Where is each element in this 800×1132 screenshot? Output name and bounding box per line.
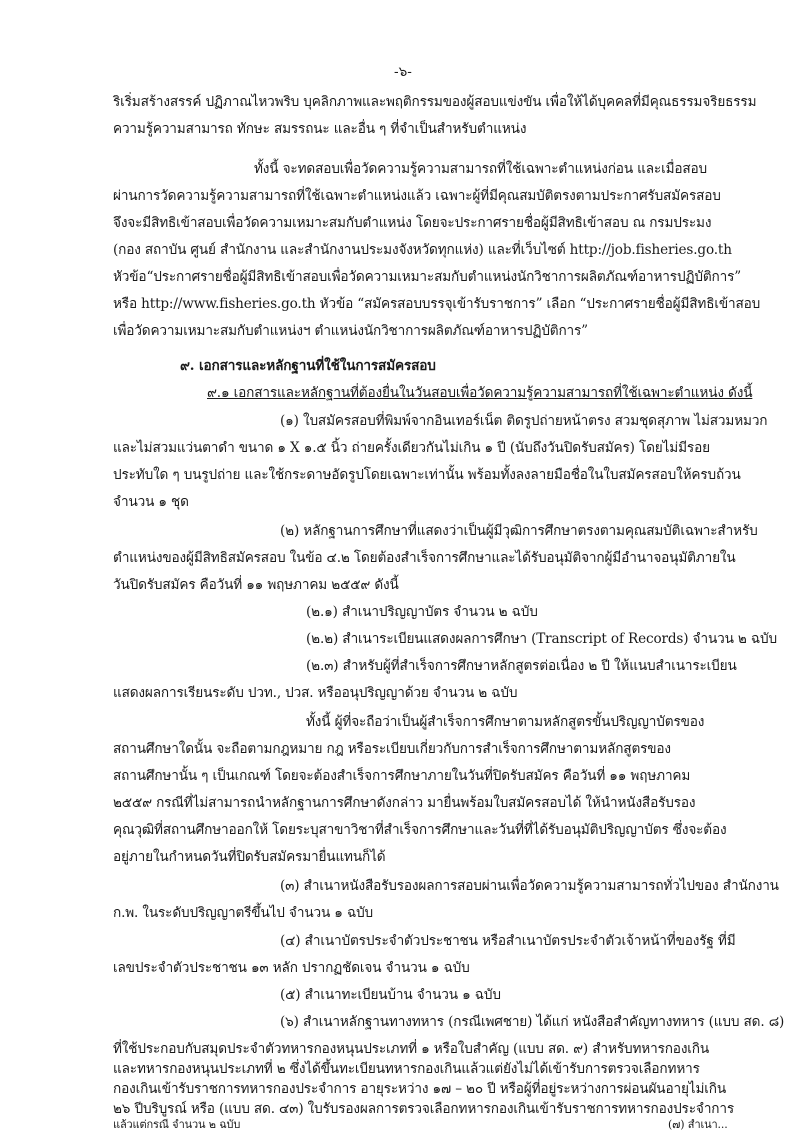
text-line: สถานศึกษานั้น ๆ เป็นเกณฑ์ โดยจะต้องสำเร็จการศึกษาภายในวันที่ปิดรับสมัคร คือวันที่ ๑๑ พฤษภาคม — [113, 768, 691, 784]
text-line: (๒) หลักฐานการศึกษาที่แสดงว่าเป็นผู้มีวุฒิการศึกษาตรงตามคุณสมบัติเฉพาะสำหรับ — [280, 523, 758, 539]
text-line: ความรู้ความสามารถ ทักษะ สมรรถนะ และอื่น ๆ ที่จำเป็นสำหรับตำแหน่ง — [113, 121, 527, 137]
text-line: เลขประจำตัวประชาชน ๑๓ หลัก ปรากฏชัดเจน จำนวน ๑ ฉบับ — [113, 960, 470, 976]
text-line: (๒.๑) สำเนาปริญญาบัตร จำนวน ๒ ฉบับ — [306, 604, 538, 620]
text-line: ผ่านการวัดความรู้ความสามารถที่ใช้เฉพาะตำแหน่งแล้ว เฉพาะผู้ที่มีคุณสมบัติตรงตามประกาศรับสมัครสอบ — [113, 188, 721, 204]
text-line: สถานศึกษาใดนั้น จะถือตามกฎหมาย กฎ หรือระเบียบเกี่ยวกับการสำเร็จการศึกษาตามหลักสูตรของ — [113, 741, 671, 757]
text-line: ๒๕๕๙ กรณีที่ไม่สามารถนำหลักฐานการศึกษาดังกล่าว มายื่นพร้อมใบสมัครสอบได้ ให้นำหนังสือรับรอง — [113, 795, 696, 811]
text-line: ทั้งนี้ จะทดสอบเพื่อวัดความรู้ความสามารถที่ใช้เฉพาะตำแหน่งก่อน และเมื่อสอบ — [254, 161, 708, 177]
text-line: (๒.๒) สำเนาระเบียนแสดงผลการศึกษา (Transcript of Records) จำนวน ๒ ฉบับ — [306, 631, 777, 647]
text-line: (๔) สำเนาบัตรประจำตัวประชาชน หรือสำเนาบัตรประจำตัวเจ้าหน้าที่ของรัฐ ที่มี — [280, 933, 736, 949]
page-number: -๖- — [394, 64, 412, 80]
text-line: จึงจะมีสิทธิเข้าสอบเพื่อวัดความเหมาะสมกับตำแหน่ง โดยจะประกาศรายชื่อผู้มีสิทธิเข้าสอบ ณ กรมประมง — [113, 215, 712, 231]
section-heading: ๙. เอกสารและหลักฐานที่ใช้ในการสมัครสอบ — [180, 358, 436, 374]
text-line: ๒๖ ปีบริบูรณ์ หรือ (แบบ สด. ๔๓) ใบรับรองผลการตรวจเลือกทหารกองเกินเข้ารับราชการทหารกองประจำการ — [113, 1101, 735, 1117]
text-line: และทหารกองหนุนประเภทที่ ๒ ซึ่งได้ขึ้นทะเบียนทหารกองเกินแล้วแต่ยังไม่ได้เข้ารับการตรวจเลือกทหาร — [113, 1061, 700, 1077]
text-line: (๕) สำเนาทะเบียนบ้าน จำนวน ๑ ฉบับ — [280, 987, 501, 1003]
subsection-heading: ๙.๑ เอกสารและหลักฐานที่ต้องยื่นในวันสอบเพื่อวัดความรู้ความสามารถที่ใช้เฉพาะตำแหน่ง ดังนี้ — [207, 385, 753, 401]
text-line: กองเกินเข้ารับราชการทหารกองประจำการ อายุระหว่าง ๑๗ – ๒๐ ปี หรือผู้ที่อยู่ระหว่างการผ่อนผันอายุไม่เกิน — [113, 1081, 726, 1097]
text-line: (๖) สำเนาหลักฐานทางทหาร (กรณีเพศชาย) ได้แก่ หนังสือสำคัญทางทหาร (แบบ สด. ๘) — [280, 1014, 785, 1030]
text-line: คุณวุฒิที่สถานศึกษาออกให้ โดยระบุสาขาวิชาที่สำเร็จการศึกษาและวันที่ที่ได้รับอนุมัติปริญญาบัตร ซึ่งจะต้อง — [113, 822, 727, 838]
text-line: ทั้งนี้ ผู้ที่จะถือว่าเป็นผู้สำเร็จการศึกษาตามหลักสูตรขั้นปริญญาบัตรของ — [306, 714, 705, 730]
text-line: ประทับใด ๆ บนรูปถ่าย และใช้กระดาษอัดรูปโดยเฉพาะเท่านั้น พร้อมทั้งลงลายมือชื่อในใบสมัครสอบให้ครบถ้วน — [113, 467, 741, 483]
text-line: (๑) ใบสมัครสอบที่พิมพ์จากอินเทอร์เน็ต ติดรูปถ่ายหน้าตรง สวมชุดสุภาพ ไม่สวมหมวก — [280, 413, 768, 429]
text-line: และไม่สวมแว่นตาดำ ขนาด ๑ X ๑.๕ นิ้ว ถ่ายครั้งเดียวกันไม่เกิน ๑ ปี (นับถึงวันปิดรับสมัคร) โดยไม่มีรอย — [113, 440, 710, 456]
text-line: หรือ http://www.fisheries.go.th หัวข้อ “สมัครสอบบรรจุเข้ารับราชการ” เลือก “ประกาศรายชื่อผู้มีสิทธิเข้าสอบ — [113, 296, 761, 312]
text-line: ตำแหน่งของผู้มีสิทธิสมัครสอบ ในข้อ ๔.๒ โดยต้องสำเร็จการศึกษาและได้รับอนุมัติจากผู้มีอำนาจอนุมัติภายใน — [113, 550, 736, 566]
text-line: (๓) สำเนาหนังสือรับรองผลการสอบผ่านเพื่อวัดความรู้ความสามารถทั่วไปของ สำนักงาน — [280, 878, 779, 894]
text-line: แล้วแต่กรณี จำนวน ๒ ฉบับ — [113, 1118, 241, 1131]
text-line: ก.พ. ในระดับปริญญาตรีขึ้นไป จำนวน ๑ ฉบับ — [113, 905, 374, 921]
continuation-marker: (๗) สำเนา... — [668, 1118, 728, 1131]
text-line: (กอง สถาบัน ศูนย์ สำนักงาน และสำนักงานประมงจังหวัดทุกแห่ง) และที่เว็บไซต์ http://job.fisheries.go.th — [113, 242, 732, 258]
text-line: จำนวน ๑ ชุด — [113, 494, 189, 510]
text-line: ริเริ่มสร้างสรรค์ ปฏิภาณไหวพริบ บุคลิกภาพและพฤติกรรมของผู้สอบแข่งขัน เพื่อให้ได้บุคคลที่มีคุณธรรมจริยธรรม — [113, 94, 757, 110]
text-line: ที่ใช้ประกอบกับสมุดประจำตัวทหารกองหนุนประเภทที่ ๑ หรือใบสำคัญ (แบบ สด. ๙) สำหรับทหารกองเกิน — [113, 1041, 710, 1057]
text-line: วันปิดรับสมัคร คือวันที่ ๑๑ พฤษภาคม ๒๕๕๙ ดังนี้ — [113, 577, 399, 593]
text-line: เพื่อวัดความเหมาะสมกับตำแหน่งฯ ตำแหน่งนักวิชาการผลิตภัณฑ์อาหารปฏิบัติการ” — [113, 323, 588, 339]
text-line: หัวข้อ“ประกาศรายชื่อผู้มีสิทธิเข้าสอบเพื่อวัดความเหมาะสมกับตำแหน่งนักวิชาการผลิตภัณฑ์อาหารปฏิบัติการ” — [113, 269, 742, 285]
text-line: อยู่ภายในกำหนดวันที่ปิดรับสมัครมายื่นแทนก็ได้ — [113, 849, 386, 865]
text-line: (๒.๓) สำหรับผู้ที่สำเร็จการศึกษาหลักสูตรต่อเนื่อง ๒ ปี ให้แนบสำเนาระเบียน — [306, 658, 737, 674]
text-line: แสดงผลการเรียนระดับ ปวท., ปวส. หรืออนุปริญญาด้วย จำนวน ๒ ฉบับ — [113, 685, 518, 701]
